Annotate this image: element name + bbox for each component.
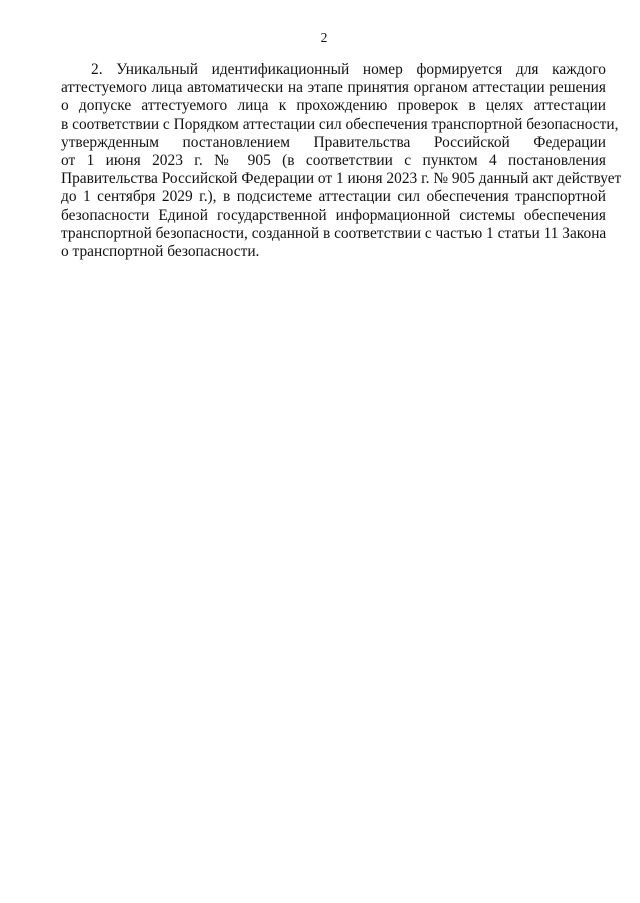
paragraph-line: Правительства Российской Федерации от 1 июня 2023 г. № 905 данный акт действует (61, 170, 622, 188)
paragraph-line: 2. Уникальный идентификационный номер формируется для каждого (91, 61, 606, 78)
paragraph-line: от 1 июня 2023 г. № 905 (в соответствии с пунктом 4 постановления (61, 152, 606, 170)
paragraph-line: в соответствии с Порядком аттестации сил обеспечения транспортной безопасности, (61, 115, 619, 133)
paragraph-line: о допуске аттестуемого лица к прохождению проверок в целях аттестации (61, 97, 606, 115)
paragraph-line: аттестуемого лица автоматически на этапе принятия органом аттестации решения (61, 79, 606, 97)
paragraph-line: о транспортной безопасности. (61, 243, 260, 261)
page-number: 2 (320, 30, 328, 45)
paragraph-2 (61, 61, 622, 261)
paragraph-line: безопасности Единой государственной информационной системы обеспечения (61, 206, 606, 224)
paragraph-line: транспортной безопасности, созданной в соответствии с частью 1 статьи 11 Закона (61, 224, 607, 242)
paragraph-line: до 1 сентября 2029 г.), в подсистеме аттестации сил обеспечения транспортной (61, 188, 606, 206)
paragraph-line: утвержденным постановлением Правительства Российской Федерации (61, 133, 606, 151)
